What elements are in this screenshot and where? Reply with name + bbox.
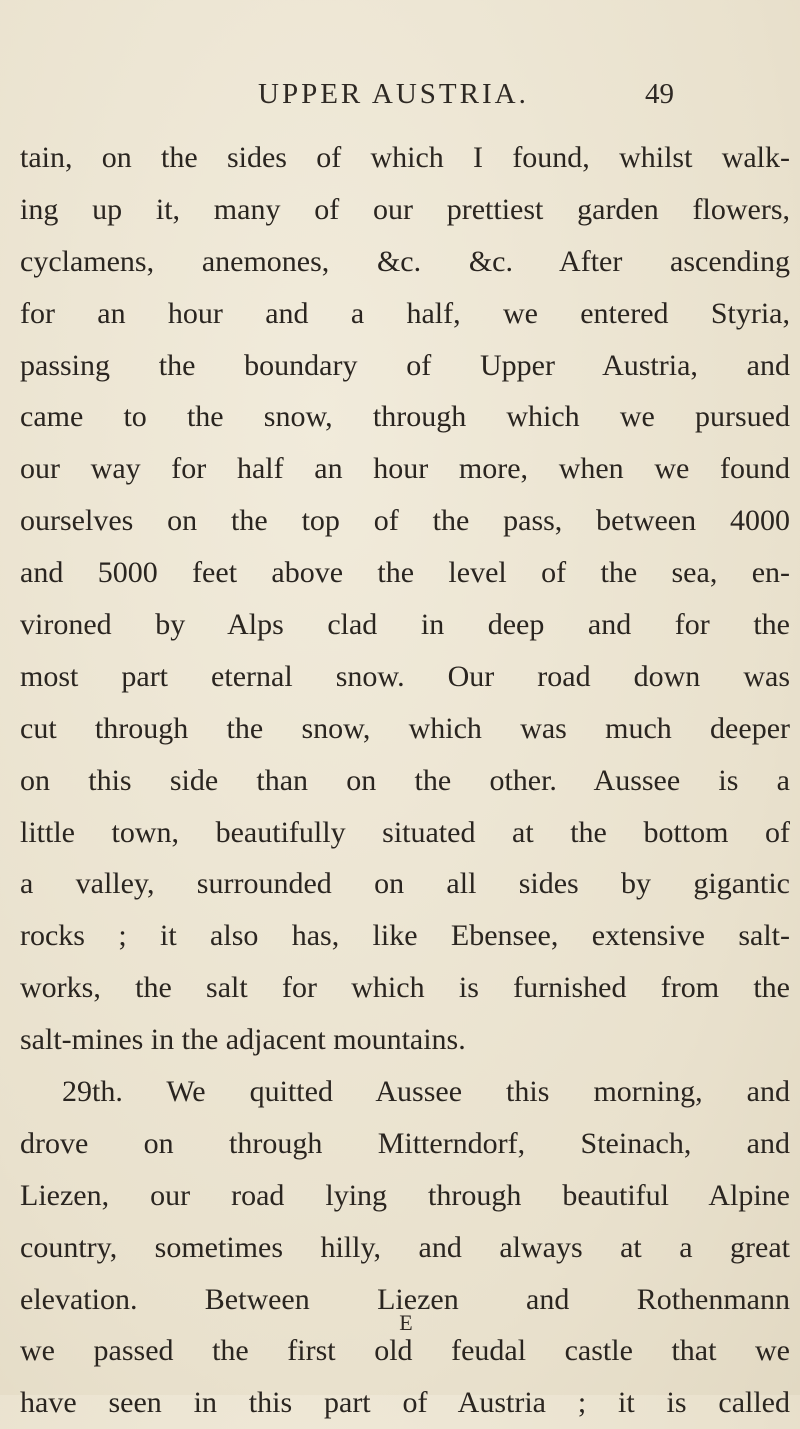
text-line: passing the boundary of Upper Austria, and [20,348,790,382]
text-line: little town, beautifully situated at the bottom of [20,815,790,849]
text-line: for an hour and a half, we entered Styria, [20,296,790,330]
text-line: ourselves on the top of the pass, between 4000 [20,504,790,538]
text-line: our way for half an hour more, when we found [20,452,790,486]
text-line: most part eternal snow. Our road down was [20,659,790,693]
text-line: have seen in this part of Austria ; it is called [20,1386,790,1420]
body-text [20,132,790,1429]
text-line: ing up it, many of our prettiest garden flowers, [20,192,790,226]
text-line: rocks ; it also has, like Ebensee, extensive salt- [20,919,790,953]
page-number: 49 [645,78,674,110]
running-title: UPPER AUSTRIA. [258,78,529,110]
text-line: Liezen, our road lying through beautiful Alpine [20,1178,790,1212]
text-line: and 5000 feet above the level of the sea, en- [20,556,790,590]
signature-mark: E [399,1310,413,1335]
text-line: drove on through Mitterndorf, Steinach, and [20,1126,790,1160]
text-line: a valley, surrounded on all sides by gigantic [20,867,790,901]
text-line: vironed by Alps clad in deep and for the [20,608,790,642]
text-line: elevation. Between Liezen and Rothenmann [20,1282,790,1316]
text-line: came to the snow, through which we pursued [20,400,790,434]
text-line: tain, on the sides of which I found, whilst walk- [20,141,790,174]
text-line: cut through the snow, which was much deeper [20,711,790,745]
text-line: works, the salt for which is furnished from the [20,971,790,1005]
text-line: we passed the first old feudal castle that we [20,1334,790,1368]
text-line: cyclamens, anemones, &c. &c. After ascending [20,244,790,278]
text-line: country, sometimes hilly, and always at a great [20,1230,790,1264]
running-head [0,78,800,118]
text-line: 29th. We quitted Aussee this morning, and [62,1075,790,1109]
text-line: on this side than on the other. Aussee is a [20,763,790,797]
text-line: salt-mines in the adjacent mountains. [20,1023,466,1057]
